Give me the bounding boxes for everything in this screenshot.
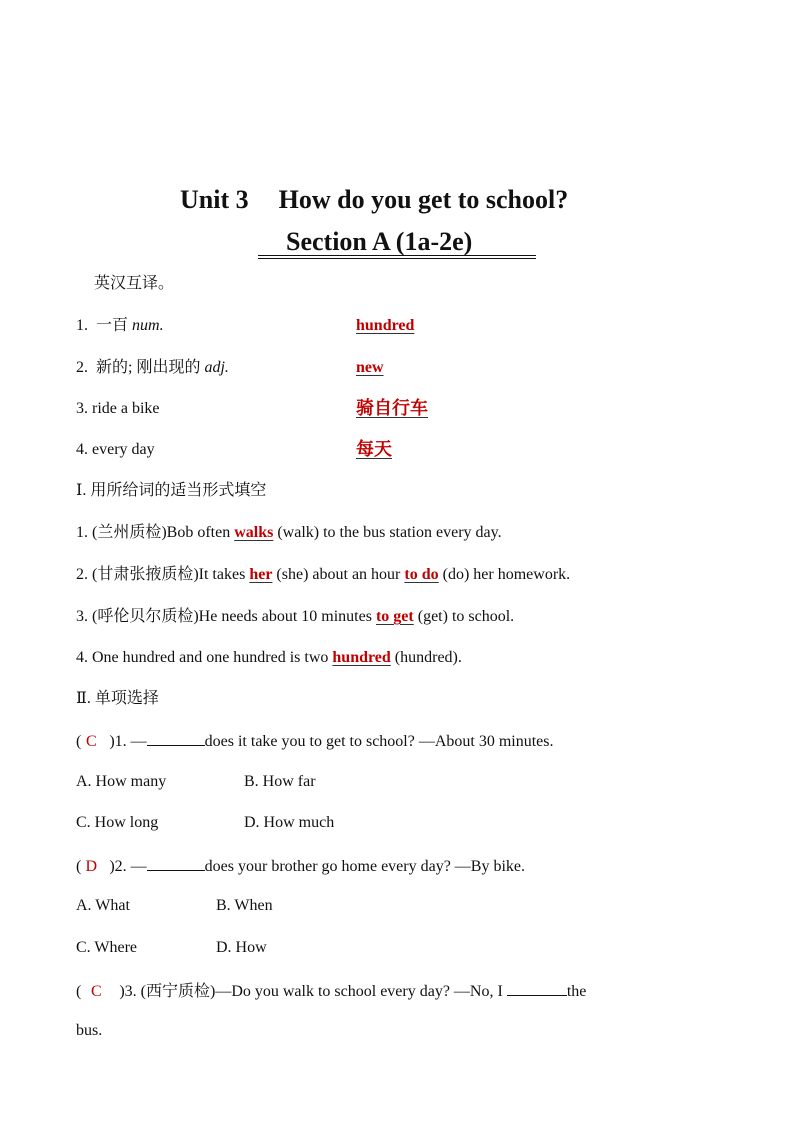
option-a: A. How many [76, 773, 167, 790]
option-a: A. What [76, 897, 130, 914]
title-unit: Unit 3 [180, 185, 249, 214]
vocab-item-4: 4. every day [76, 441, 155, 458]
part2-question-2: ( D )2. — does your brother go home every day? —By bike. [76, 858, 526, 875]
blank-line [507, 981, 567, 996]
section-title: Section A (1a-2e) [286, 227, 473, 256]
part2-question-3: ( C )3. (西宁质检)—Do you walk to school every day? —No, I the [76, 983, 587, 1000]
blank-line [147, 856, 205, 871]
page-title [180, 184, 568, 216]
option-c: C. How long [76, 814, 159, 831]
vocab-item-2: 2. 新的; 刚出现的 adj. [76, 359, 229, 376]
part2-question-3-wrap: bus. [76, 1022, 103, 1039]
option-b: B. When [216, 897, 273, 914]
choice-answer: C [90, 983, 102, 1000]
blank-line [147, 731, 205, 746]
answer: to get [375, 608, 414, 625]
answer: her [249, 566, 273, 583]
part1-question-4: 4. One hundred and one hundred is two hundred (hundred). [76, 649, 462, 666]
choice-answer: C [85, 733, 97, 750]
vocab-answer-4: 每天 [356, 439, 392, 459]
vocab-answer-3: 骑自行车 [356, 398, 428, 418]
vocab-answer-2: new [356, 359, 384, 376]
answer: hundred [332, 649, 391, 666]
choice-answer: D [85, 858, 98, 875]
section-underline-top [258, 255, 536, 256]
option-c: C. Where [76, 939, 138, 956]
vocab-answer-1: hundred [356, 317, 415, 334]
answer: walks [234, 524, 274, 541]
option-b: B. How far [244, 773, 316, 790]
section-underline-bottom [258, 258, 536, 259]
option-d: D. How [216, 939, 267, 956]
part1-question-2: 2. (甘肃张掖质检)It takes her (she) about an hour to do (do) her homework. [76, 566, 571, 583]
part1-heading: Ⅰ. 用所给词的适当形式填空 [76, 482, 267, 499]
vocab-item-3: 3. ride a bike [76, 400, 160, 417]
vocab-item-1: 1. 一百 num. [76, 317, 164, 334]
part2-heading: Ⅱ. 单项选择 [76, 690, 159, 707]
part1-question-3: 3. (呼伦贝尔质检)He needs about 10 minutes to get (get) to school. [76, 608, 515, 625]
answer: to do [404, 566, 439, 583]
option-d: D. How much [244, 814, 335, 831]
title-question: How do you get to school? [278, 185, 569, 214]
part2-question-1: ( C )1. — does it take you to get to school? —About 30 minutes. [76, 733, 554, 750]
part1-question-1: 1. (兰州质检)Bob often walks (walk) to the bus station every day. [76, 524, 502, 541]
vocab-heading: 英汉互译。 [94, 275, 175, 292]
